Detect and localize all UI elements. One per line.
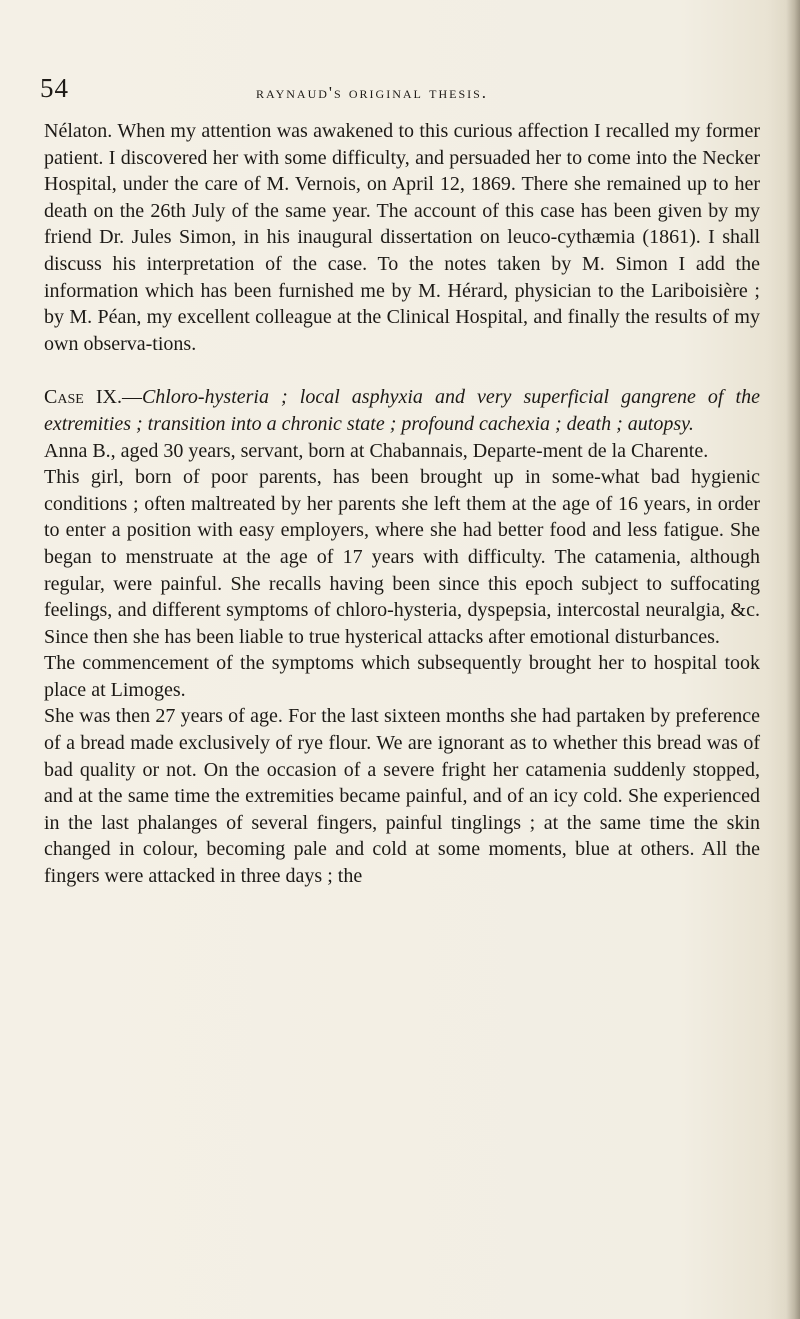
case-title: Chloro-hysteria ; local asphyxia and very superficial gangrene of the extremities ; transition into a chronic state ; profound cachexia ; death ; autopsy.: [44, 386, 760, 435]
paragraph-patient: Anna B., aged 30 years, servant, born at Chabannais, Departe-ment de la Charente.: [44, 439, 709, 462]
page-number: 54: [40, 73, 69, 103]
paragraph-commencement: The commencement of the symptoms which subsequently brought her to hospital took place at Limoges.: [44, 652, 760, 701]
body-text: [44, 118, 760, 890]
case-dash: —: [121, 386, 142, 409]
case-label: Case IX.: [44, 386, 122, 409]
paragraph-symptoms: She was then 27 years of age. For the last sixteen months she had partaken by preference of a bread made exclusively of rye flour. We are ignorant as to whether this bread was of bad quality or not. On the occasion of a severe fright her catamenia suddenly stopped, and at the same time the extremities became painful, and of an icy cold. She experienced in the last phalanges of several fingers, painful tinglings ; at the same time the skin changed in colour, becoming pale and cold at some moments, blue at others. All the fingers were attacked in three days ; the: [44, 705, 760, 888]
case-heading: [44, 384, 760, 437]
running-head: [0, 73, 800, 106]
page-edge-shadow: [786, 0, 800, 1319]
paragraph-history: This girl, born of poor parents, has been brought up in some-what bad hygienic conditions ; often maltreated by her parents she left them at the age of 16 years, in order to enter a position with easy employers, where she had better food and less fatigue. She began to menstruate at the age of 17 years with difficulty. The catamenia, although regular, were painful. She recalls having been since this epoch subject to suffocating feelings, and different symptoms of chloro-hysteria, dyspepsia, intercostal neuralgia, &c. Since then she has been liable to true hysterical attacks after emotional disturbances.: [44, 466, 760, 648]
running-head-title: raynaud's original thesis.: [256, 83, 489, 102]
paragraph-continuation: Nélaton. When my attention was awakened to this curious affection I recalled my former patient. I discovered her with some difficulty, and persuaded her to come into the Necker Hospital, under the care of M. Vernois, on April 12, 1869. There she remained up to her death on the 26th July of the same year. The account of this case has been given by my friend Dr. Jules Simon, in his inaugural dissertation on leuco-cythæmia (1861). I shall discuss his interpretation of the case. To the notes taken by M. Simon I add the information which has been furnished me by M. Hérard, physician to the Lariboisière ; by M. Péan, my excellent colleague at the Clinical Hospital, and finally the results of my own observa-tions.: [44, 120, 760, 355]
